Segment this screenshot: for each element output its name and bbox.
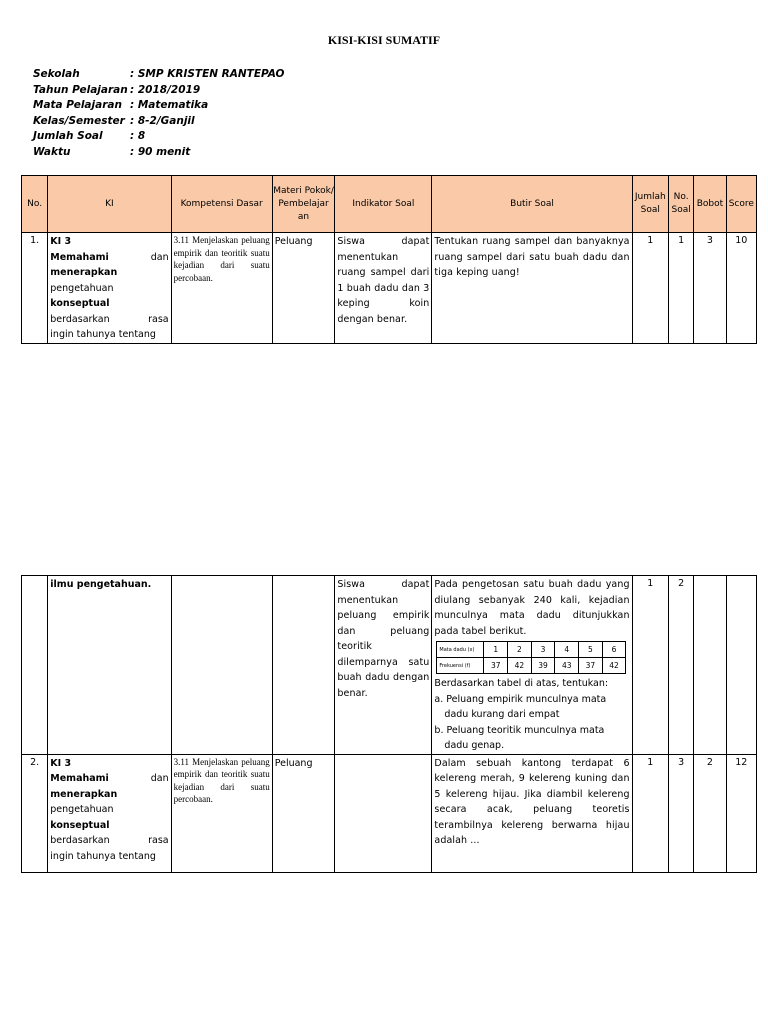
header-ki: KI [48, 176, 171, 233]
info-label: Sekolah [33, 68, 80, 80]
table-row [22, 576, 757, 755]
dice-table [436, 641, 626, 674]
ki-cell [48, 576, 171, 755]
ki-cell [48, 754, 171, 872]
ki-word: pengetahuan [50, 282, 114, 294]
nosoal-cell: 1 [668, 233, 693, 344]
info-label: Jumlah Soal [33, 130, 103, 143]
jumlah-cell: 1 [632, 233, 668, 344]
kd-cell: 3.11 Menjelaskan peluang empirik dan teoritik suatu kejadian dari suatu percobaan. [171, 233, 272, 344]
dice-freq: 37 [579, 658, 603, 674]
ki-word: berdasarkan [50, 835, 110, 846]
ki-code: KI 3 [50, 757, 72, 769]
table-header-row [22, 176, 757, 233]
ki-word: konseptual [50, 819, 110, 831]
page-title: KISI-KISI SUMATIF [327, 33, 441, 47]
kisi-table-page2 [21, 575, 757, 873]
dice-freq: 43 [555, 658, 579, 674]
materi-cell: Peluang [272, 233, 335, 344]
header-kd: Kompetensi Dasar [171, 176, 272, 233]
ki-word: dan [150, 773, 169, 784]
header-indikator: Indikator Soal [335, 176, 432, 233]
header-no: No. [22, 176, 48, 233]
butir-after: Berdasarkan tabel di atas, tentukan: [434, 678, 609, 689]
dice-row-freq [437, 658, 626, 674]
ki-code: KI 3 [50, 236, 72, 247]
materi-cell: Peluang [272, 754, 335, 872]
dice-face: 5 [579, 642, 603, 658]
info-value: : 8-2/Ganjil [130, 114, 195, 127]
butir-cell [432, 576, 632, 755]
butir-intro: Pada pengetosan satu buah dadu yang diulang sebanyak 240 kali, kejadian munculnya mata dadu ditunjukkan pada tabel berikut. [434, 579, 630, 637]
info-value: : 8 [130, 130, 146, 143]
ki-word: rasa [148, 835, 169, 846]
ki-word: Memahami [50, 773, 109, 784]
ki-word: pengetahuan [50, 804, 114, 815]
table-row [22, 754, 757, 872]
header-materi: Materi Pokok/ Pembelajar an [272, 176, 335, 233]
dice-freq: 37 [484, 658, 508, 674]
score-cell: 10 [726, 233, 756, 344]
ki-word: menerapkan [50, 267, 118, 278]
ki-word: rasa [148, 313, 169, 325]
header-butir: Butir Soal [432, 176, 632, 233]
dice-face: 2 [508, 642, 532, 658]
ki-word: menerapkan [50, 788, 118, 800]
indikator-cell: Siswa dapat menentukan ruang sampel dari 1 buah dadu dan 3 keping koin dengan benar. [335, 233, 432, 344]
ki-cell [48, 233, 171, 344]
butir-cell: Dalam sebuah kantong terdapat 6 kelereng merah, 9 kelereng kuning dan 5 kelereng hijau. Jika diambil kelereng secara acak, peluang teoretis terambilnya kelereng berwarna hijau adalah ... [432, 754, 632, 872]
ki-word: ingin tahunya tentang [50, 329, 156, 340]
table-row [22, 233, 757, 344]
dice-face: 4 [555, 642, 579, 658]
header-bobot: Bobot [694, 176, 726, 233]
dice-face: 3 [531, 642, 555, 658]
jumlah-cell: 1 [632, 754, 668, 872]
ki-word: dan [150, 251, 169, 263]
header-score: Score [726, 176, 756, 233]
dice-face: 6 [602, 642, 626, 658]
dice-label: Frekuensi (f) [437, 658, 484, 674]
info-label: Kelas/Semester [33, 114, 125, 127]
bobot-cell: 3 [694, 233, 726, 344]
ki-word: ingin tahunya tentang [50, 850, 156, 862]
butir-option-b: b. Peluang teoritik munculnya mata dadu genap. [434, 724, 605, 751]
butir-option-a: a. Peluang empirik munculnya mata dadu kurang dari empat [434, 693, 607, 720]
dice-freq: 42 [508, 658, 532, 674]
ki-word: berdasarkan [50, 313, 110, 325]
jumlah-cell: 1 [632, 576, 668, 755]
info-label: Mata Pelajaran [33, 99, 122, 112]
row-no: 1. [22, 233, 48, 344]
dice-label: Mata dadu (x) [437, 642, 484, 658]
info-value: : Matematika [130, 99, 209, 112]
info-value: : 2018/2019 [130, 83, 201, 96]
info-value: : SMP KRISTEN RANTEPAO [130, 68, 285, 80]
dice-face: 1 [484, 642, 508, 658]
dice-freq: 39 [531, 658, 555, 674]
bobot-cell: 2 [694, 754, 726, 872]
butir-cell: Tentukan ruang sampel dan banyaknya ruang sampel dari satu buah dadu dan tiga keping uang! [432, 233, 632, 344]
row-no: 2. [22, 754, 48, 872]
nosoal-cell: 2 [668, 576, 693, 755]
dice-row-faces [437, 642, 626, 658]
dice-freq: 42 [602, 658, 626, 674]
score-cell: 12 [726, 754, 756, 872]
info-value: : 90 menit [130, 145, 191, 158]
ki-word: konseptual [50, 298, 110, 309]
info-label: Tahun Pelajaran [33, 83, 128, 96]
nosoal-cell: 3 [668, 754, 693, 872]
ki-word: Memahami [50, 251, 109, 263]
ki-word: ilmu pengetahuan. [50, 579, 152, 590]
kisi-table-page1 [21, 175, 757, 344]
kd-cell: 3.11 Menjelaskan peluang empirik dan teoritik suatu kejadian dari suatu percobaan. [171, 754, 272, 872]
header-jumlah: Jumlah Soal [632, 176, 668, 233]
indikator-cell: Siswa dapat menentukan peluang empirik dan peluang teoritik dilemparnya satu buah dadu dengan benar. [335, 576, 432, 755]
header-nosoal: No. Soal [668, 176, 693, 233]
info-label: Waktu [33, 145, 71, 158]
